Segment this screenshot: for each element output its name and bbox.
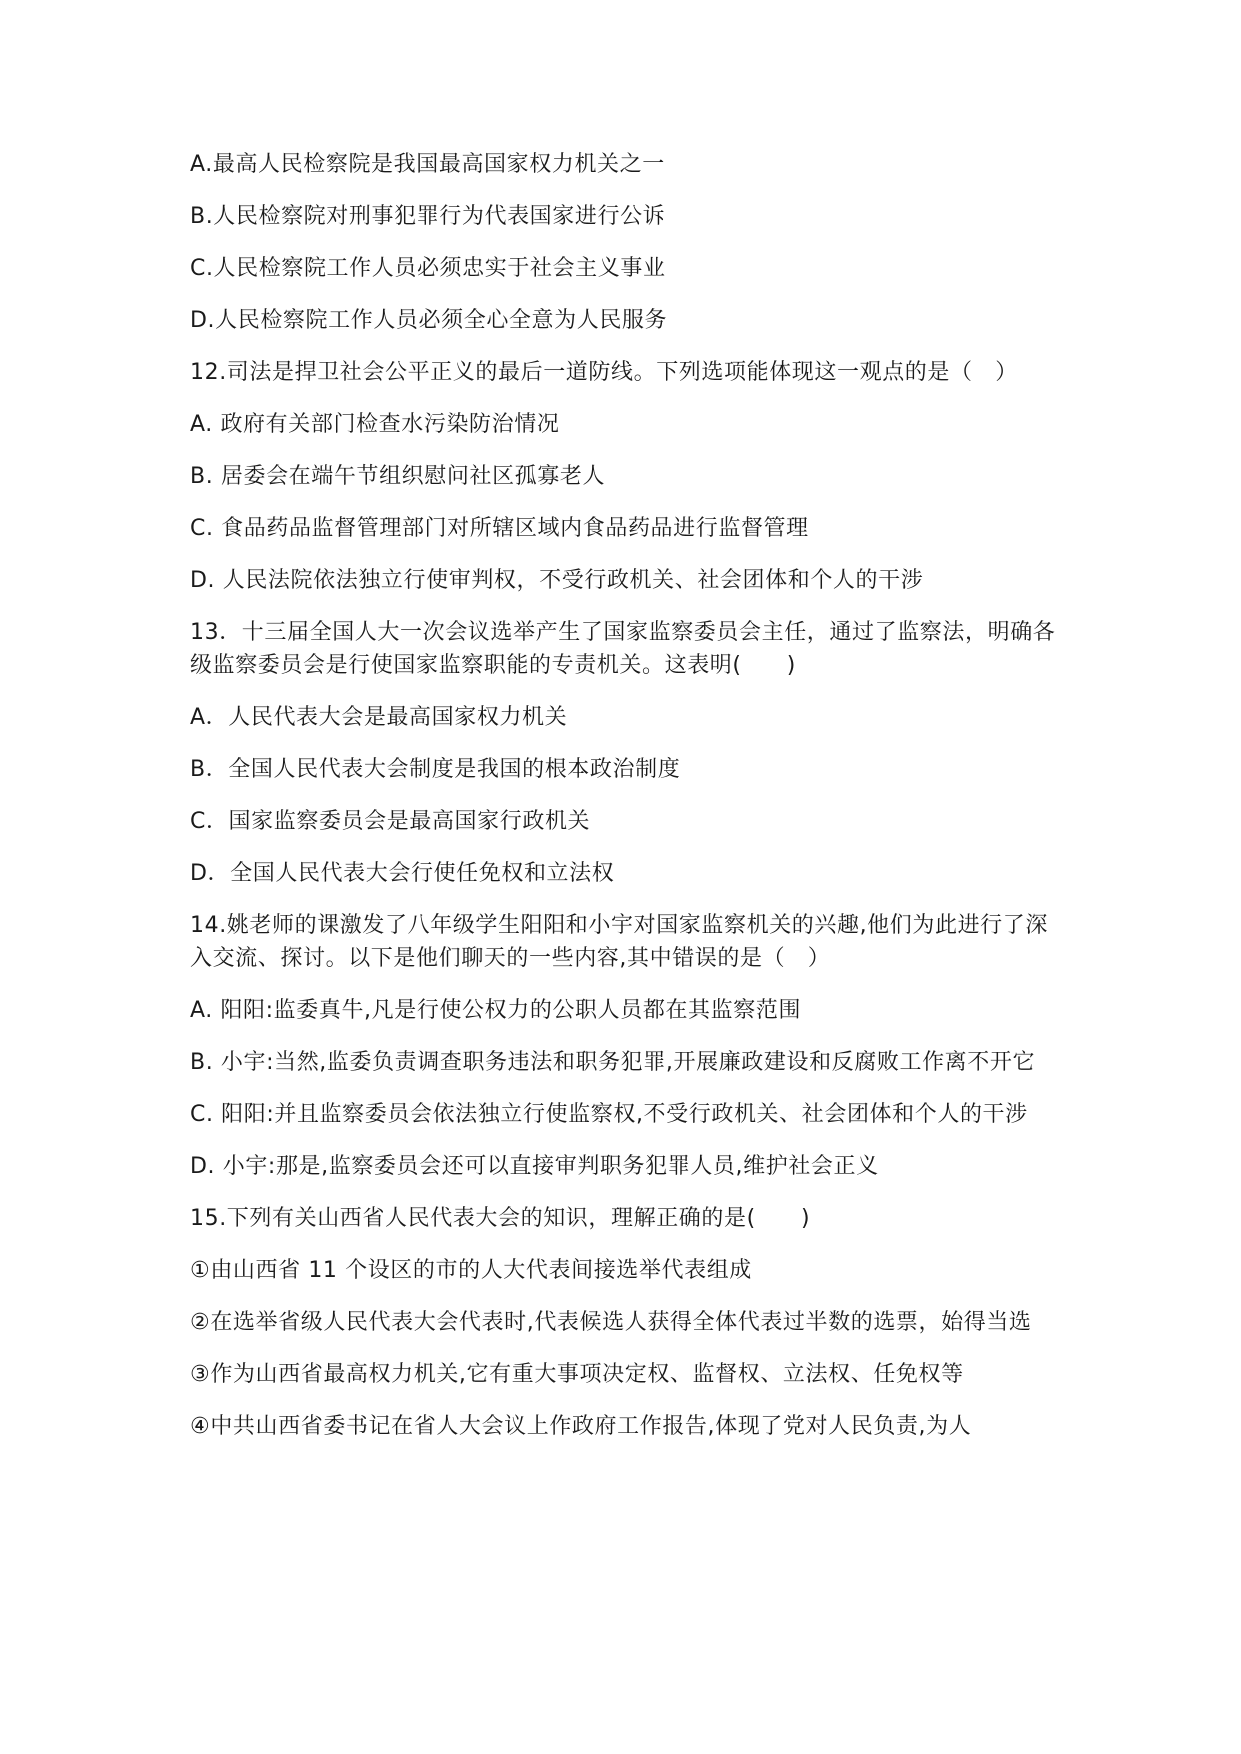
q12-option-c: C. 食品药品监督管理部门对所辖区域内食品药品进行监督管理 (190, 516, 809, 541)
q14-option-b: B. 小宇:当然,监委负责调查职务违法和职务犯罪,开展廉政建设和反腐败工作离不开它 (190, 1050, 1036, 1075)
q13-option-a: A．人民代表大会是最高国家权力机关 (190, 705, 568, 730)
q11-option-d: D.人民检察院工作人员必须全心全意为人民服务 (190, 308, 668, 333)
q13-option-c: C．国家监察委员会是最高国家行政机关 (190, 809, 591, 834)
q11-option-a: A.最高人民检察院是我国最高国家权力机关之一 (190, 152, 665, 177)
q12-option-a: A. 政府有关部门检查水污染防治情况 (190, 412, 560, 437)
q13-option-d: D．全国人民代表大会行使任免权和立法权 (190, 861, 615, 886)
q15-item-2: ②在选举省级人民代表大会代表时,代表候选人获得全体代表过半数的选票，始得当选 (190, 1310, 1032, 1335)
question-content (190, 148, 1070, 1462)
q15-item-4: ④中共山西省委书记在省人大会议上作政府工作报告,体现了党对人民负责,为人 (190, 1414, 972, 1439)
q11-option-b: B.人民检察院对刑事犯罪行为代表国家进行公诉 (190, 204, 666, 229)
q14-option-c: C. 阳阳:并且监察委员会依法独立行使监察权,不受行政机关、社会团体和个人的干涉 (190, 1102, 1028, 1127)
q12-option-d: D. 人民法院依法独立行使审判权，不受行政机关、社会团体和个人的干涉 (190, 568, 924, 593)
q14-option-a: A. 阳阳:监委真牛,凡是行使公权力的公职人员都在其监察范围 (190, 998, 802, 1023)
q13-option-b: B．全国人民代表大会制度是我国的根本政治制度 (190, 757, 681, 782)
q15-stem: 15.下列有关山西省人民代表大会的知识，理解正确的是( ) (190, 1206, 811, 1231)
q11-option-c: C.人民检察院工作人员必须忠实于社会主义事业 (190, 256, 666, 281)
q14-option-d: D. 小宇:那是,监察委员会还可以直接审判职务犯罪人员,维护社会正义 (190, 1154, 879, 1179)
q15-item-3: ③作为山西省最高权力机关,它有重大事项决定权、监督权、立法权、任免权等 (190, 1362, 964, 1387)
q14-stem: 14.姚老师的课激发了八年级学生阳阳和小宇对国家监察机关的兴趣,他们为此进行了深入交流、探讨。以下是他们聊天的一些内容,其中错误的是（ ） (190, 913, 1048, 971)
q12-option-b: B. 居委会在端午节组织慰问社区孤寡老人 (190, 464, 606, 489)
q12-stem: 12.司法是捍卫社会公平正义的最后一道防线。下列选项能体现这一观点的是（ ） (190, 360, 1018, 385)
q13-stem: 13．十三届全国人大一次会议选举产生了国家监察委员会主任，通过了监察法，明确各级监察委员会是行使国家监察职能的专责机关。这表明( ) (190, 620, 1056, 678)
q15-item-1: ①由山西省 11 个设区的市的人大代表间接选举代表组成 (190, 1258, 752, 1283)
